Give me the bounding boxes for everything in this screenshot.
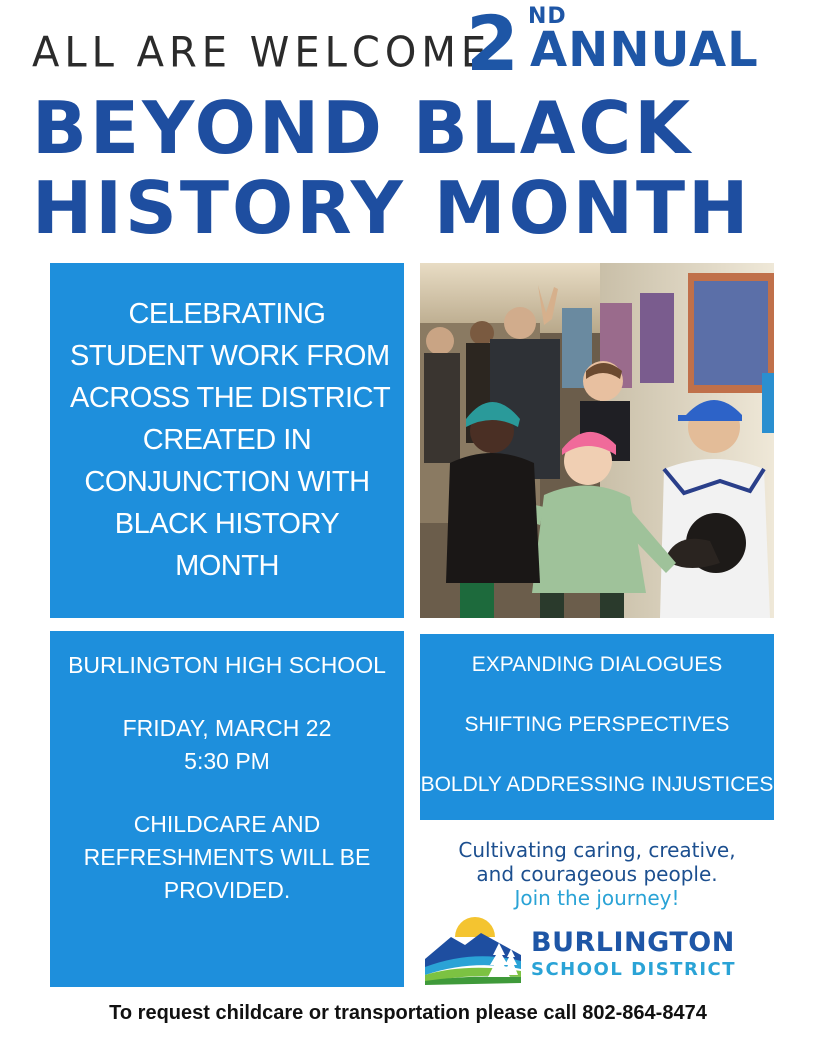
spacer [50,682,404,712]
celebration-line: BLACK HISTORY [114,508,340,540]
theme-item: EXPANDING DIALOGUES [471,653,723,676]
themes-box [420,634,774,820]
title-line-2: HISTORY MONTH [32,166,752,250]
theme-item: SHIFTING PERSPECTIVES [464,713,730,736]
students-photo [420,263,774,618]
celebration-box [50,263,404,618]
celebration-line: ACROSS THE DISTRICT [70,382,391,414]
celebration-line: CELEBRATING [128,298,326,330]
event-time: 5:30 PM [184,748,270,774]
mountain-sun-logo-icon [425,915,521,985]
district-slogan [420,838,774,910]
page-title [32,88,792,248]
district-logo [425,915,765,987]
logo-subtitle: SCHOOL DISTRICT [531,959,737,980]
contact-footer: To request childcare or transportation please call 802-864-8474 [109,1002,707,1024]
event-note-line: PROVIDED. [163,877,291,903]
welcome-heading: ALL ARE WELCOME [32,28,492,78]
title-line-1: BEYOND BLACK [32,86,694,170]
event-note-line: CHILDCARE AND [133,811,321,837]
annual-word: ANNUAL [530,22,759,78]
students-photo-illustration [420,263,774,618]
ordinal-number: 2 [466,0,517,88]
celebration-line: CONJUNCTION WITH [84,466,370,498]
slogan-call-to-action: Join the journey! [514,886,680,910]
event-date: FRIDAY, MARCH 22 [122,715,332,741]
spacer [50,778,404,808]
ordinal-suffix: ND [528,4,567,29]
event-location: BURLINGTON HIGH SCHOOL [68,652,386,678]
theme-item: BOLDLY ADDRESSING INJUSTICES [420,773,774,796]
celebration-line: STUDENT WORK FROM [70,340,390,372]
annual-badge [466,0,796,90]
logo-name: BURLINGTON [531,927,735,958]
event-note-line: REFRESHMENTS WILL BE [83,844,371,870]
celebration-line: MONTH [175,550,279,582]
celebration-line: CREATED IN [142,424,312,456]
slogan-line: and courageous people. [476,862,718,886]
event-details-box [50,631,404,987]
slogan-line: Cultivating caring, creative, [458,838,736,862]
